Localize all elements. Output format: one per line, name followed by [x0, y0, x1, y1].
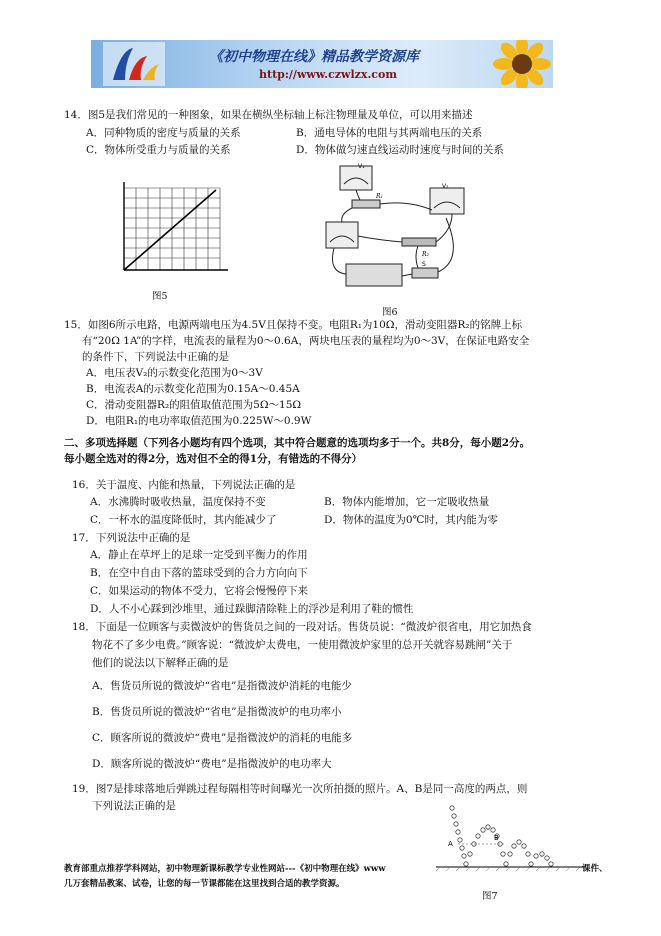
fig7-label-b: B	[494, 834, 499, 842]
section-2-heading-line-1: 二、多项选择题（下列各小题均有四个选项，其中符合题意的选项均多于一个。共8分，每小题2分。	[64, 437, 531, 449]
fig6-label-r1: R₁	[376, 193, 383, 200]
q18-option-a: A．售货员所说的微波炉“省电”是指微波炉消耗的电能少	[92, 680, 352, 692]
figure-7-bouncing-ball	[430, 800, 590, 878]
q15-stem-line-3: 的条件下，下列说法中正确的是	[82, 351, 229, 363]
fig7-label-a: A	[448, 840, 453, 848]
q18-option-b: B．售货员所说的微波炉“省电”是指微波炉的电功率小	[92, 706, 342, 718]
banner-url[interactable]: http://www.czwlzx.com	[259, 68, 397, 81]
figure-5-caption: 图5	[152, 291, 168, 302]
q15-option-d: D．电阻R₁的电功率取值范围为0.225W～0.9W	[86, 415, 312, 427]
q17-option-b: B．在空中自由下落的篮球受到的合力方向向下	[90, 567, 308, 579]
fig6-label-v2: V₂	[442, 183, 449, 190]
q14-option-b: B．通电导体的电阻与其两端电压的关系	[296, 127, 483, 139]
q17-option-d: D．人不小心踩到沙堆里，通过跺脚清除鞋上的浮沙是利用了鞋的惯性	[90, 603, 414, 615]
q17-stem: 17．下列说法中正确的是	[72, 532, 191, 544]
q19-stem-line-2: 下列说法正确的是	[92, 800, 176, 812]
q14-option-d: D．物体做匀速直线运动时速度与时间的关系	[296, 144, 504, 156]
figure-6-circuit	[318, 160, 478, 302]
q15-option-a: A．电压表V₂的示数变化范围为0～3V	[86, 367, 263, 379]
q18-stem-line-1: 18．下面是一位顾客与卖微波炉的售货员之间的一段对话。售货员说：“微波炉很省电，用它加热食	[72, 621, 532, 633]
figure-6-caption: 图6	[382, 307, 398, 318]
q17-option-c: C．如果运动的物体不受力，它将会慢慢停下来	[90, 585, 309, 597]
q15-stem-line-1: 15．如图6所示电路，电源两端电压为4.5V且保持不变。电阻R₁为10Ω，滑动变阻器R₂的铭牌上标	[64, 319, 523, 331]
section-2-heading-line-2: 每小题全选对的得2分，选对但不全的得1分，有错选的不得分）	[64, 453, 363, 465]
q18-option-c: C．顾客所说的微波炉“费电”是指微波炉的消耗的电能多	[92, 732, 353, 744]
q16-option-a: A．水沸腾时吸收热量，温度保持不变	[90, 496, 266, 508]
q19-stem-line-1: 19．图7是排球落地后弹跳过程每隔相等时间曝光一次所拍摄的照片。A、B是同一高度的两点，则	[72, 783, 528, 795]
q15-option-b: B．电流表A的示数变化范围为0.15A～0.45A	[86, 383, 300, 395]
q18-option-d: D．顾客所说的微波炉“费电”是指微波炉的电功率大	[92, 758, 332, 770]
sunflower-icon	[486, 40, 553, 88]
footer-line-1-tail: 课件、	[582, 864, 608, 874]
q17-option-a: A．静止在草坪上的足球一定受到平衡力的作用	[90, 549, 308, 561]
site-logo-icon	[103, 42, 165, 86]
q16-stem: 16．关于温度、内能和热量，下列说法正确的是	[72, 479, 296, 491]
footer-line-1: 教育部重点推荐学科网站，初中物理新课标教学专业性网站---《初中物理在线》www	[64, 864, 386, 874]
fig6-label-s: S	[422, 261, 426, 268]
q15-stem-line-2: 有“20Ω 1A”的字样，电流表的量程为0～0.6A，两块电压表的量程均为0～3V，在保证电路安全	[82, 335, 530, 347]
fig6-label-v1: V₁	[358, 163, 365, 170]
header-banner	[91, 40, 553, 88]
footer-line-2: 几万套精品教案、试卷，让您的每一节课都能在这里找到合适的教学资源。	[64, 879, 345, 889]
q16-option-b: B．物体内能增加，它一定吸收热量	[324, 496, 490, 508]
q15-option-c: C．滑动变阻器R₂的阻值取值范围为5Ω～15Ω	[86, 399, 302, 411]
q14-option-a: A．同种物质的密度与质量的关系	[86, 127, 241, 139]
figure-5-graph	[112, 180, 232, 280]
figure-7-caption: 图7	[482, 891, 498, 902]
q18-stem-line-2: 物花不了多少电费。”顾客说：“微波炉太费电，一使用微波炉家里的总开关就容易跳闸”关于	[92, 639, 513, 651]
fig6-label-r2: R₂	[422, 251, 429, 258]
q18-stem-line-3: 他们的说法以下解释正确的是	[92, 657, 229, 669]
q16-option-c: C．一杯水的温度降低时，其内能减少了	[90, 514, 277, 526]
q14-stem: 14．图5是我们常见的一种图象，如果在横纵坐标轴上标注物理量及单位，可以用来描述	[64, 109, 473, 121]
q16-option-d: D．物体的温度为0℃时，其内能为零	[324, 514, 498, 526]
banner-title: 《初中物理在线》精品教学资源库	[209, 49, 419, 65]
q14-option-c: C．物体所受重力与质量的关系	[86, 144, 231, 156]
